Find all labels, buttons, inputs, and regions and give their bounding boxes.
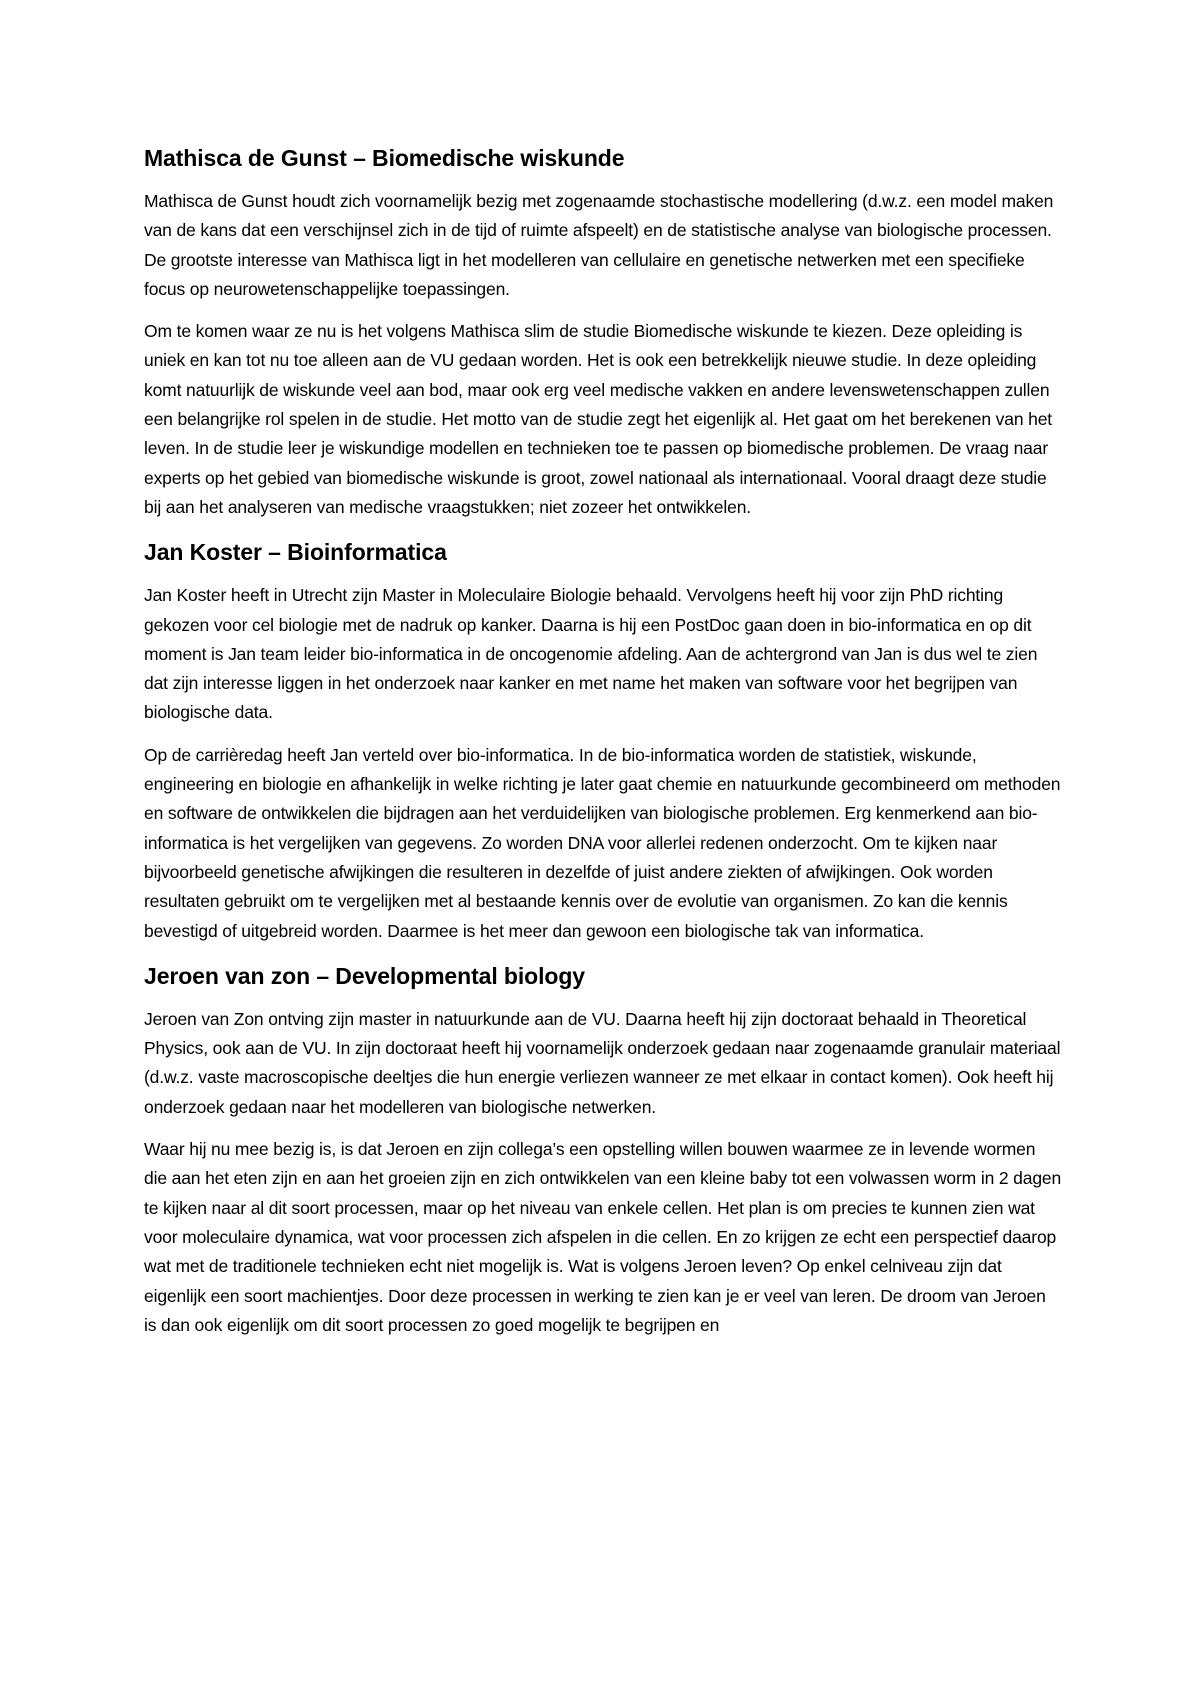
body-paragraph: Waar hij nu mee bezig is, is dat Jeroen en zijn collega’s een opstelling willen bouwen waarmee ze in levende wormen die aan het eten zijn en aan het groeien zijn en zich ontwikkelen van een kleine baby tot een volwassen worm in 2 dagen te kijken naar al dit soort processen, maar op het niveau van enkele cellen. Het plan is om precies te kunnen zien wat voor moleculaire dynamica, wat voor processen zich afspelen in die cellen. En zo krijgen ze echt een perspectief daarop wat met de traditionele technieken echt niet mogelijk is. Wat is volgens Jeroen leven? Op enkel celniveau zijn dat eigenlijk een soort machientjes. Door deze processen in werking te zien kan je er veel van leren. De droom van Jeroen is dan ook eigenlijk om dit soort processen zo goed mogelijk te begrijpen en (144, 1139, 1062, 1335)
section-jeroen-van-zon (144, 959, 1062, 1340)
body-paragraph: Jeroen van Zon ontving zijn master in natuurkunde aan de VU. Daarna heeft hij zijn doctoraat behaald in Theoretical Physics, ook aan de VU. In zijn doctoraat heeft hij voornamelijk onderzoek gedaan naar zogenaamde granulair materiaal (d.w.z. vaste macroscopische deeltjes die hun energie verliezen wanneer ze met elkaar in contact komen). Ook heeft hij onderzoek gedaan naar het modelleren van biologische netwerken. (144, 1008, 1061, 1117)
body-paragraph: Om te komen waar ze nu is het volgens Mathisca slim de studie Biomedische wiskunde te kiezen. Deze opleiding is uniek en kan tot nu toe alleen aan de VU gedaan worden. Het is ook een betrekkelijk nieuwe studie. In deze opleiding komt natuurlijk de wiskunde veel aan bod, maar ook erg veel medische vakken en andere levenswetenschappen zullen een belangrijke rol spelen in de studie. Het motto van de studie zegt het eigenlijk al. Het gaat om het berekenen van het leven. In de studie leer je wiskundige modellen en technieken toe te passen op biomedische problemen. De vraag naar experts op het gebied van biomedische wiskunde is groot, zowel nationaal als internationaal. Vooral draagt deze studie bij aan het analyseren van medische vraagstukken; niet zozeer het ontwikkelen. (144, 321, 1052, 517)
body-paragraph: Op de carrièredag heeft Jan verteld over bio-informatica. In de bio-informatica worden de statistiek, wiskunde, engineering en biologie en afhankelijk in welke richting je later gaat chemie en natuurkunde gecombineerd om methoden en software de ontwikkelen die bijdragen aan het verduidelijken van biologische problemen. Erg kenmerkend aan bio-informatica is het vergelijken van gegevens. Zo worden DNA voor allerlei redenen onderzocht. Om te kijken naar bijvoorbeeld genetische afwijkingen die resulteren in dezelfde of juist andere ziekten of afwijkingen. Ook worden resultaten gebruikt om te vergelijken met al bestaande kennis over de evolutie van organismen. Zo kan die kennis bevestigd of uitgebreid worden. Daarmee is het meer dan gewoon een biologische tak van informatica. (144, 744, 1061, 941)
section-mathisca-de-gunst (144, 141, 1062, 522)
section-jan-koster (144, 535, 1062, 946)
document-body (144, 141, 1062, 1353)
section-heading: Jan Koster – Bioinformatica (144, 539, 447, 566)
section-heading: Jeroen van zon – Developmental biology (144, 962, 585, 989)
body-paragraph: Mathisca de Gunst houdt zich voornamelijk bezig met zogenaamde stochastische modellering (d.w.z. een model maken van de kans dat een verschijnsel zich in de tijd of ruimte afspeelt) en de statistische analyse van biologische processen. De grootste interesse van Mathisca ligt in het modelleren van cellulaire en genetische netwerken met een specifieke focus op neurowetenschappelijke toepassingen. (144, 191, 1054, 299)
section-heading: Mathisca de Gunst – Biomedische wiskunde (144, 145, 625, 171)
body-paragraph: Jan Koster heeft in Utrecht zijn Master in Moleculaire Biologie behaald. Vervolgens heeft hij voor zijn PhD richting gekozen voor cel biologie met de nadruk op kanker. Daarna is hij een PostDoc gaan doen in bio-informatica en op dit moment is Jan team leider bio-informatica in de oncogenomie afdeling. Aan de achtergrond van Jan is dus wel te zien dat zijn interesse liggen in het onderzoek naar kanker en met name het maken van software voor het begrijpen van biologische data. (144, 585, 1038, 723)
